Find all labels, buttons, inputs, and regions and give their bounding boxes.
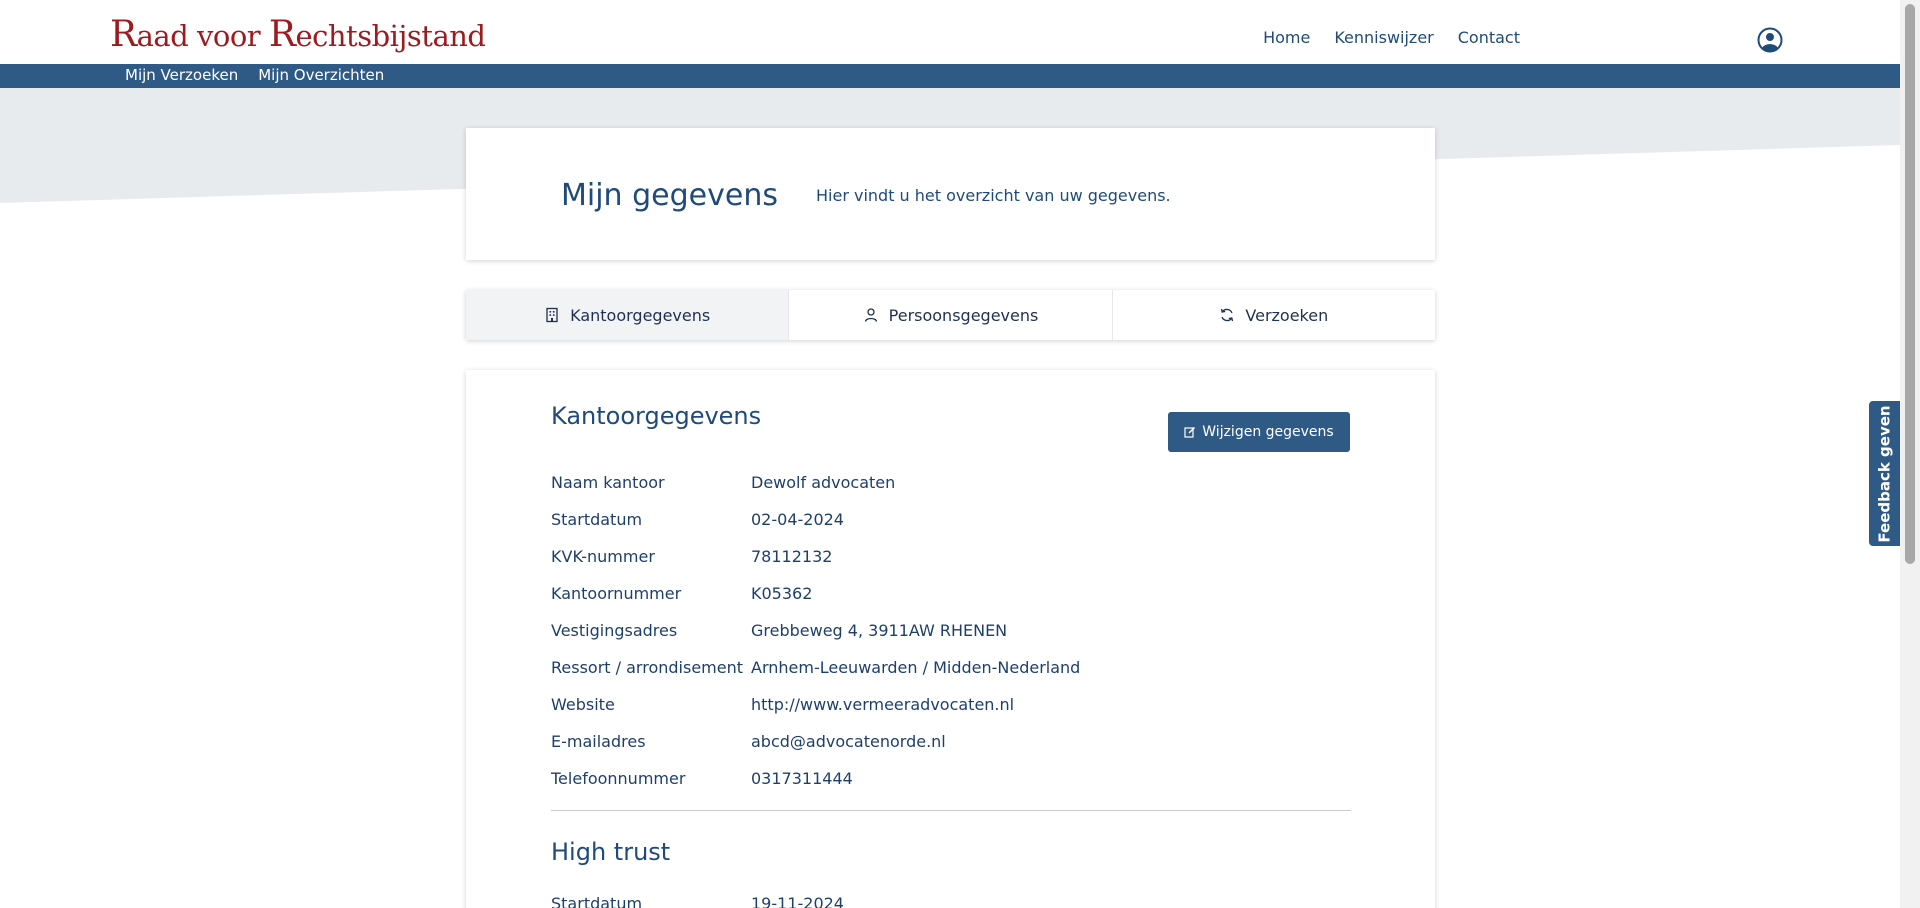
detail-value: abcd@advocatenorde.nl <box>751 732 946 751</box>
detail-value: 0317311444 <box>751 769 853 788</box>
logo[interactable] <box>110 14 485 55</box>
scrollbar-thumb[interactable] <box>1905 4 1915 564</box>
detail-value: Dewolf advocaten <box>751 473 896 492</box>
refresh-icon <box>1219 307 1235 323</box>
edit-icon <box>1184 426 1196 438</box>
detail-value: Grebbeweg 4, 3911AW RHENEN <box>751 621 1008 640</box>
detail-row-naam-kantoor <box>551 473 1351 492</box>
detail-row-high-trust-startdatum <box>551 894 1351 908</box>
edit-details-button[interactable] <box>1168 412 1350 452</box>
section-divider <box>551 810 1351 811</box>
detail-value: 19-11-2024 <box>751 894 844 908</box>
detail-label: Naam kantoor <box>551 473 665 492</box>
page-scrollbar[interactable] <box>1900 0 1920 908</box>
detail-label: Ressort / arrondisement <box>551 658 743 677</box>
sub-navigation <box>0 64 1900 88</box>
page-description: Hier vindt u het overzicht van uw gegevens. <box>816 186 1171 205</box>
header <box>0 0 1900 64</box>
detail-row-telefoonnummer <box>551 769 1351 788</box>
detail-value: 02-04-2024 <box>751 510 844 529</box>
detail-label: Kantoornummer <box>551 584 682 603</box>
logo-text: echtsbijstand <box>295 19 486 53</box>
detail-label: Telefoonnummer <box>551 769 686 788</box>
building-icon <box>544 307 560 323</box>
subnav-mijn-verzoeken[interactable]: Mijn Verzoeken <box>125 66 239 84</box>
detail-label: KVK-nummer <box>551 547 655 566</box>
detail-value: 78112132 <box>751 547 833 566</box>
detail-label: Vestigingsadres <box>551 621 678 640</box>
feedback-label: Feedback geven <box>1876 404 1894 543</box>
tab-verzoeken[interactable] <box>1113 290 1435 340</box>
detail-row-emailadres <box>551 732 1351 751</box>
detail-row-vestigingsadres <box>551 621 1351 640</box>
tab-kantoorgegevens[interactable] <box>466 290 789 340</box>
section-title-high-trust: High trust <box>551 838 671 866</box>
tab-bar <box>466 290 1435 340</box>
detail-row-kantoornummer <box>551 584 1351 603</box>
user-account-icon[interactable] <box>1757 27 1783 53</box>
detail-label: E-mailadres <box>551 732 646 751</box>
page-title: Mijn gegevens <box>561 178 778 213</box>
tab-label: Kantoorgegevens <box>570 305 711 325</box>
tab-persoonsgegevens[interactable] <box>789 290 1112 340</box>
subnav-mijn-overzichten[interactable]: Mijn Overzichten <box>258 66 385 84</box>
office-details-card <box>466 370 1435 908</box>
detail-label: Startdatum <box>551 510 643 529</box>
detail-row-kvk-nummer <box>551 547 1351 566</box>
detail-row-ressort <box>551 658 1351 677</box>
detail-row-website <box>551 695 1351 714</box>
tab-label: Verzoeken <box>1245 305 1329 325</box>
detail-label: Website <box>551 695 615 714</box>
nav-home-link[interactable]: Home <box>1263 28 1311 47</box>
logo-text: aad voor <box>136 19 269 53</box>
feedback-button[interactable] <box>1869 401 1901 546</box>
page-header-card <box>466 128 1435 260</box>
nav-contact-link[interactable]: Contact <box>1457 28 1520 47</box>
nav-kenniswijzer-link[interactable]: Kenniswijzer <box>1334 28 1434 47</box>
tab-label: Persoonsgegevens <box>888 305 1039 325</box>
edit-button-label: Wijzigen gegevens <box>1202 424 1334 440</box>
logo-letter: R <box>268 14 296 55</box>
person-icon <box>863 307 879 323</box>
detail-value: http://www.vermeeradvocaten.nl <box>751 695 1015 714</box>
detail-label: Startdatum <box>551 894 643 908</box>
detail-value: K05362 <box>751 584 813 603</box>
detail-value: Arnhem-Leeuwarden / Midden-Nederland <box>751 658 1081 677</box>
top-navigation <box>1263 28 1520 47</box>
logo-letter: R <box>110 14 137 55</box>
detail-row-startdatum <box>551 510 1351 529</box>
section-title-kantoorgegevens: Kantoorgegevens <box>551 402 762 430</box>
